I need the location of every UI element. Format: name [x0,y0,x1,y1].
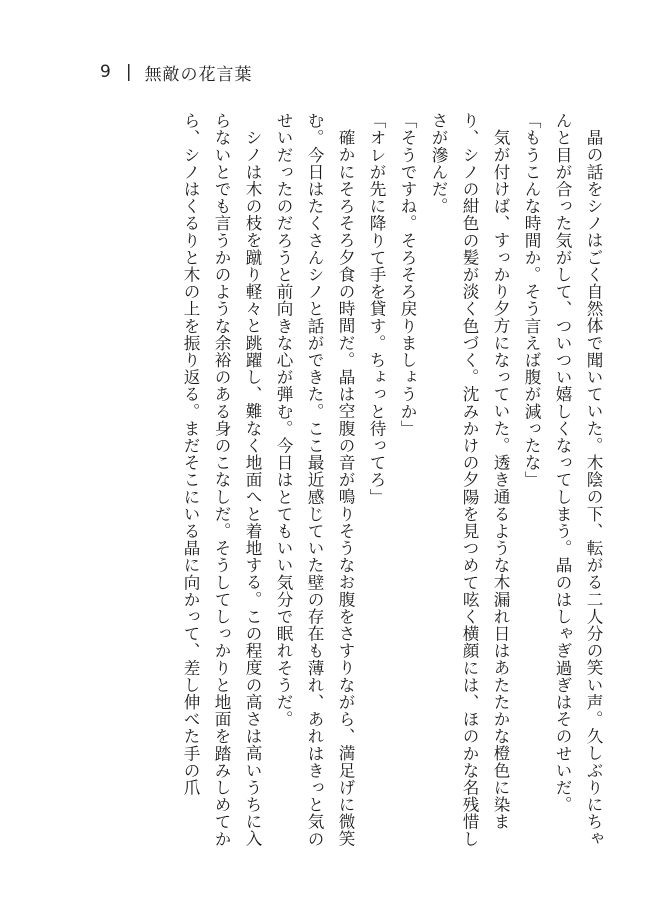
paragraph-dialogue: 「オレが先に降りて手を貸す。ちょっと待ってろ」 [367,112,386,506]
paragraph-dialogue: 「もうこんな時間か。そう言えば腹が減ったな」 [522,112,541,489]
paragraph-dialogue: 「そうですね。そろそろ戻りましょうか」 [398,112,417,437]
page-number: 9 [100,62,112,82]
paragraph-narrative: 気が付けば、すっかり夕方になっていた。透き通るような木漏れ日はあたたかな橙色に染まり、シノの紺色の髪が淡く色づく。沈みかけの夕陽を見つめて呟く横顔には、ほのかな名残惜しさが滲んだ。 [429,112,510,848]
running-header [100,60,253,84]
vertical-body-text [49,112,609,852]
paragraph-narrative: 晶の話をシノはごく自然体で聞いていた。木陰の下、転がる二人分の笑い声。久しぶりにちゃんと目が合った気がして、ついつい嬉しくなってしまう。晶のはしゃぎ過ぎはそのせいだ。 [553,112,603,847]
header-separator: | [125,62,133,82]
paragraph-narrative: シノは木の枝を蹴り軽々と跳躍し、難なく地面へと着地する。この程度の高さは高いうちに入らないとでも言うかのような余裕のある身のこなしだ。そうしてしっかりと地面を踏みしめてから、シノはくるりと木の上を振り返る。まだそこにいる晶に向かって、差し伸べた手の爪 [181,112,262,848]
paragraph-narrative: 確かにそろそろ夕食の時間だ。晶は空腹の音が鳴りそうなお腹をさすりながら、満足げに微笑む。今日はたくさんシノと話ができた。ここ最近感じていた壁の存在も薄れ、あれはきっと気のせいだったのだろうと前向きな心が弾む。今日はとてもいい気分で眠れそうだ。 [274,112,355,848]
book-title: 無敵の花言葉 [144,64,253,85]
